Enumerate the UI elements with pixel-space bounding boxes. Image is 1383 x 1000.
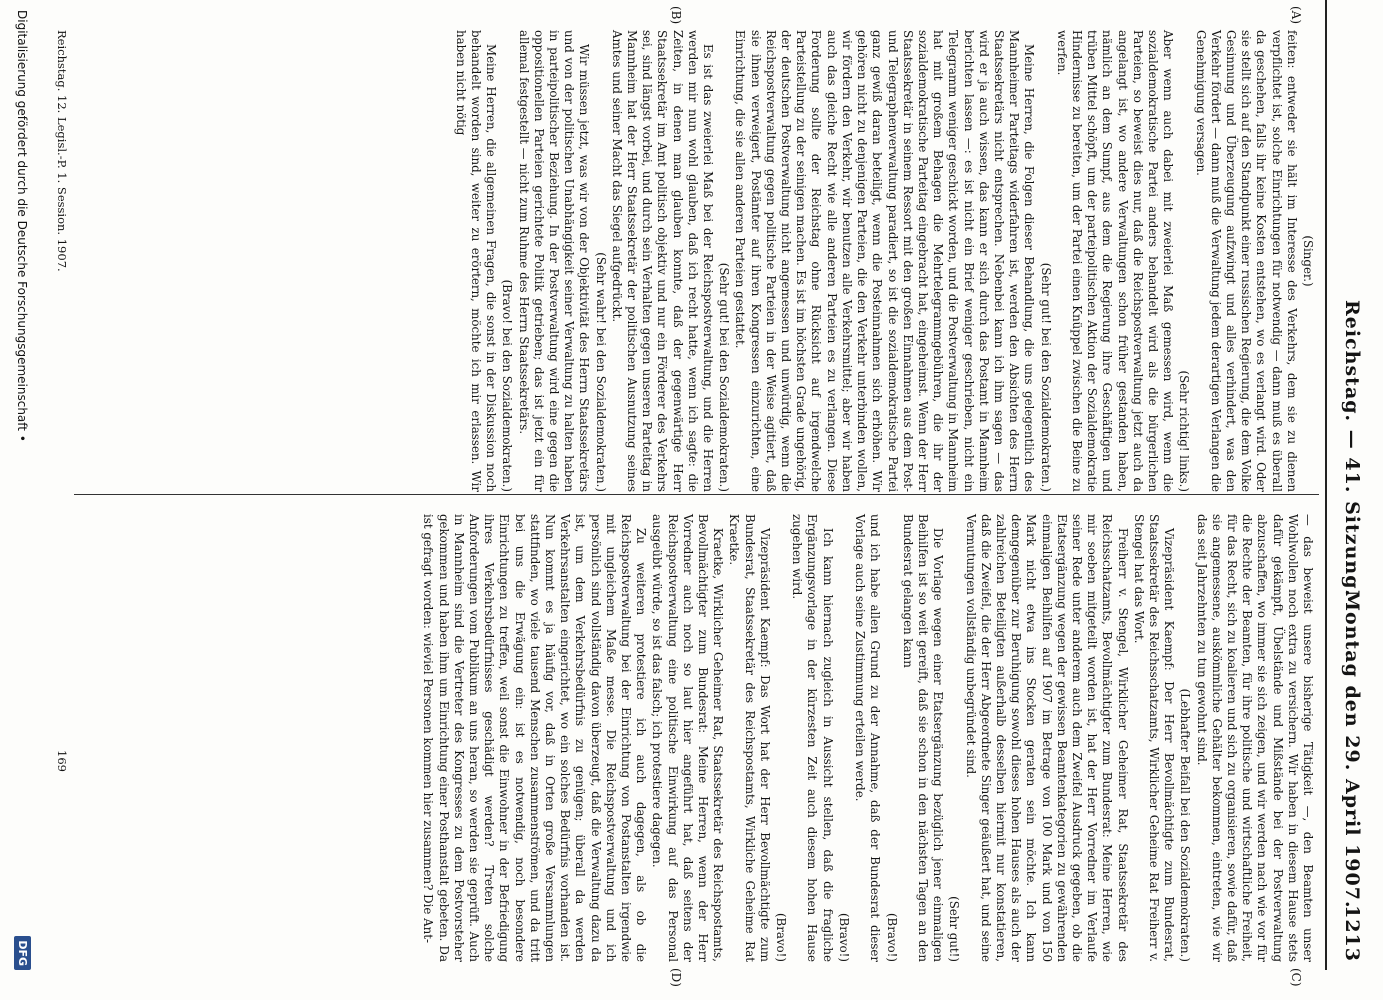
margin-letter-b: (B): [669, 6, 683, 25]
left-column-paragraph: Es ist das zweierlei Maß bei der Reichspostverwaltung, und die Herren werden mir nun wohl glauben, daß ich recht hatte, wenn ich sagte: die Zeiten, in denen man glauben konnte, daß der gegenwärtige Herr Staatssekretär im Amt politisch objektiv und nur ein Förderer des Verkehrs sei, sind längst vorbei, und durch sein Verhalten gegen unseren Parteitag in Mannheim hat der Herr Staatssekretär der politischen Ausnutzung seines Amtes und seiner Macht das Siegel aufgedrückt.: [609, 30, 716, 492]
header-left-title: Reichstag. — 41. Sitzung.: [1341, 300, 1363, 598]
page-number: 1213: [1341, 905, 1363, 962]
right-column-paragraph: Ich kann hiernach zugleich in Aussicht stellen, daß die fragliche Ergänzungsvorlage in der kürzesten Zeit auch diesem hohen Hause zugehen wird.: [790, 514, 835, 962]
right-column-paragraph: Vizepräsident Kaempf: Der Herr Bevollmächtigte zum Bundesrat, Staatssekretär des Reichsschatzamts, Wirklicher Geheime Rat Freiherr v. Stengel hat das Wort.: [1131, 514, 1177, 962]
left-column-paragraph: feiten: entweder sie hält im Interesse des Verkehrs, dem sie zu dienen verpflichtet ist, solche Einrichtungen für notwendig — dann muß es überall da geschehen, falls ihr keine Kosten entstehen, wo es verlangt wird. Oder sie stellt sich auf den Standpunkt einer russischen Regierung, die dem Volke Gesinnung und Überzeugung aufzwingt und alles verhindert, was den Verkehr fördert — dann muß die Verwaltung jedem derartigen Verlangen die Genehmigung versagen.: [1193, 30, 1299, 492]
right-column-paragraph: Zu weiteren protestiere ich auch dagegen, als ob die Reichspostverwaltung bei der Einrichtung von Postanstalten irgendwie mit ungleichem Maße messe. Die Reichspostverwaltung und ich persönlich sind vollständig davon überzeugt, daß die Verwaltung dazu da ist, um dem Verkehrsbedürfnis zu genügen; überall da werden Verkehrsanstalten eingerichtet, wo ein solches Bedürfnis vorhanden ist. Nun kommt es ja häufig vor, daß in Orten große Versammlungen stattfinden, wo viele tausend Menschen zusammenströmen, und da tritt bei uns die Erwägung ein: ist es notwendig, noch besondere Einrichtungen zu treffen, weil sonst die Einwohner in der Befriedigung ihres Verkehrsbedürfnisses geschädigt werden? Treten solche Anforderungen vom Publikum an uns heran, so werden sie geprüft. Auch in Mannheim sind die Vertreter des Kongresses zu dem Postvorsteher gekommen und haben ihm um Einrichtung einer Posthanstalt gebeten. Da ist gefragt worden: wieviel Personen kommen hier zusammen? Die Ant-: [421, 514, 649, 962]
right-column-paragraph: (Sehr gut!): [947, 896, 962, 962]
right-column-paragraph: (Bravo!): [884, 912, 899, 962]
right-column-paragraph: (Lebhafter Beifall bei den Sozialdemokraten.): [1178, 688, 1193, 962]
left-column-paragraph: (Singer.): [1301, 235, 1315, 287]
left-column-paragraph: (Sehr richtig! links.): [1177, 370, 1192, 492]
right-column-paragraph: Vizepräsident Kaempf: Das Wort hat der Herr Bevollmächtigte zum Bundesrat, Staatssekretär des Reichspostamts, Wirkliche Geheime Rat Kraetke.: [727, 514, 772, 962]
left-column-paragraph: (Bravo! bei den Sozialdemokraten.): [500, 279, 515, 492]
footer-left: Reichstag. 12. Legisl.-P. 1. Session. 1907.: [55, 30, 69, 272]
right-column-paragraph: Die Vorlage wegen einer Etatsergänzung bezüglich jener einmaligen Beihilfen ist so weit gereift, daß sie schon in den nächsten Tagen an den Bundesrat gelangen kann: [900, 514, 946, 962]
margin-letter-a: (A): [1289, 6, 1303, 25]
page-header: [1333, 0, 1373, 1000]
left-column-paragraph: Meine Herren, die allgemeinen Fragen, die sonst in der Diskussion noch behandelt worden sind, weiter zu erörtern, möchte ich mir erlassen. Wir haben nicht nötig: [453, 30, 499, 492]
page-footer: [33, 30, 73, 970]
left-column: [452, 30, 1315, 492]
left-column-paragraph: Meine Herren, die Folgen dieser Behandlung, die uns gelegentlich des Mannheimer Parteitags widerfahren ist, werden den Absichten des Herrn Staatssekretärs nicht entsprechen. Nebenbei kann ich ihm sagen — das wird er ja auch wissen, das kann er sich durch das Postamt in Mannheim berichten lassen —: es ist nicht ein Brief weniger geschrieben, nicht ein Telegramm weniger geschickt worden, und die Postverwaltung in Mannheim hat mit großem Behagen die Mehrtelegrammgebühren, die ihr der sozialdemokratische Parteitag eingebracht hat, eingeheimst. Wenn der Herr Staatssekretär in seinem Ressort mit den großen Einnahmen aus dem Post- und Telegraphenverwaltung paradiert, so ist die sozialdemokratische Partei ganz gewiß daran beteiligt, wenn die Posteinnahmen sich erhöhen. Wir gehören nicht zu denjenigen Parteien, die den Verkehr unterbinden wollen, wir fördern den Verkehr, wir benutzen alle Verkehrsmittel; aber wir haben auch das gleiche Recht wie alle anderen Parteien es zu verlangen. Diese Forderung sollte der Reichstag ohne Rücksicht auf irgendwelche Parteistellung zu der seinigen machen. Es ist im höchsten Grade ungehörig, der deutschen Postverwaltung nicht angemessen und unwürdig, wenn die Reichspostverwaltung gegen politische Parteien in der Weise agitiert, daß sie ihnen verweigert, Postämter auf ihren Kongressen einzurichten, eine Einrichtung, die sie allen anderen Parteien gestattet.: [733, 30, 1037, 492]
right-column-paragraph: (Bravo!): [836, 912, 851, 962]
right-column-paragraph: und ich habe allen Grund zu der Annahme, daß der Bundesrat dieser Vorlage auch seine Zustimmung erteilen werde.: [853, 514, 883, 962]
left-column-paragraph: (Sehr wahr! bei den Sozialdemokraten.): [593, 252, 608, 492]
margin-letter-d: (D): [669, 968, 683, 987]
right-column-paragraph: Kraetke, Wirklicher Geheimer Rat, Staatssekretär des Reichspostamts, Bevollmächtigter zum Bundesrat: Meine Herren, wenn der Herr Vorredner auch noch so laut hier angeführt hat, daß seitens der Reichspostverwaltung eine politische Einwirkung auf das Personal ausgeübt würde, so ist das falsch; ich protestiere dagegen.: [650, 514, 726, 962]
margin-letter-c: (C): [1289, 968, 1303, 987]
left-column-paragraph: Aber wenn auch dabei mit zweierlei Maß gemessen wird, wenn die sozialdemokratische Partei anders behandelt wird als die bürgerlichen Parteien, so beweist dies nur, daß die Reichspostverwaltung jetzt auch da angelangt ist, wo andere Verwaltungen schon früher gestanden haben, nämlich an dem Sumpf, aus dem die Regierung ihre Geschäftigen und trüben Mittel schöpft, um der parteipolitischen Aktion der Sozialdemokratie Hindernisse zu bereiten, um der Partei einen Knüppel zwischen die Beine zu werfen.: [1054, 30, 1176, 492]
left-column-paragraph: (Sehr gut! bei den Sozialdemokraten.): [1038, 262, 1053, 492]
header-right-title: Montag den 29. April 1907.: [1341, 590, 1363, 909]
digitization-credit: [9, 10, 33, 990]
left-column-paragraph: Wir müssen jetzt, was wir von der Objektivität des Herrn Staatssekretärs und von der politischen Unabhängigkeit seiner Verwaltung zu halten haben in parteipolitischer Beziehung. In der Postverwaltung wird eine gegen die oppositionellen Parteien gerichtete Politik getrieben; das ist jetzt ein für allemal festgestellt — nicht zum Ruhme des Herrn Staatssekretärs.: [516, 30, 592, 492]
credit-text: Digitalisierung gefördert durch die Deutsche Forschungsgemeinschaft •: [15, 10, 29, 442]
left-column-paragraph: (Sehr gut! bei den Sozialdemokraten.): [717, 262, 732, 492]
right-column-paragraph: — das beweist unsere bisherige Tätigkeit —, den Beamten unser Wohlwollen noch extra zu versichern. Wir haben in diesem Hause stets dafür gekämpft, Übelstände und Mißstände bei der Postverwaltung abzuschaffen, wo immer sie sich zeigen, und wir werden nach wie vor für die Rechte der Beamten, für ihre politische und wirtschaftliche Freiheit, für das Recht, sich zu koalieren und sich zu organisieren, sowie dafür, daß sie angemessene, auskömmliche Gehälter bekommen, eintreten, wie wir das seit Jahrzehnten zu tun gewohnt sind.: [1194, 514, 1315, 962]
right-column-paragraph: Freiherr v. Stengel, Wirklicher Geheimer Rat, Staatssekretär des Reichsschatzamts, Bevollmächtigter zum Bundesrat: Meine Herren, wie mir soeben mitgeteilt worden ist, hat der Herr Vorredner im Verlaufe seiner Rede unter anderem auch dem Zweifel Ausdruck gegeben, ob die Etatsergänzung wegen der gewissen Beamtenkategorien zu gewährenden einmaligen Beihilfen auf 1907 im Betrage von 100 Mark und von 150 Mark nicht etwa ins Stocken geraten sein möchte. Ich kann demgegenüber zur Beruhigung sowohl dieses hohen Hauses als auch der zahlreichen Beteiligten außerhalb desselben hiermit nur konstatieren, daß die Zweifel, die der Herr Abgeordnete Singer geäußert hat, und seine Vermutungen vollständig unbegründet sind.: [963, 514, 1130, 962]
right-column-paragraph: (Bravo!): [774, 912, 789, 962]
header-rule: [1325, 0, 1327, 970]
footer-page-number: 169: [55, 750, 69, 772]
right-column: [419, 514, 1315, 962]
column-divider: [74, 494, 1319, 495]
dfg-logo: DFG: [14, 936, 31, 970]
